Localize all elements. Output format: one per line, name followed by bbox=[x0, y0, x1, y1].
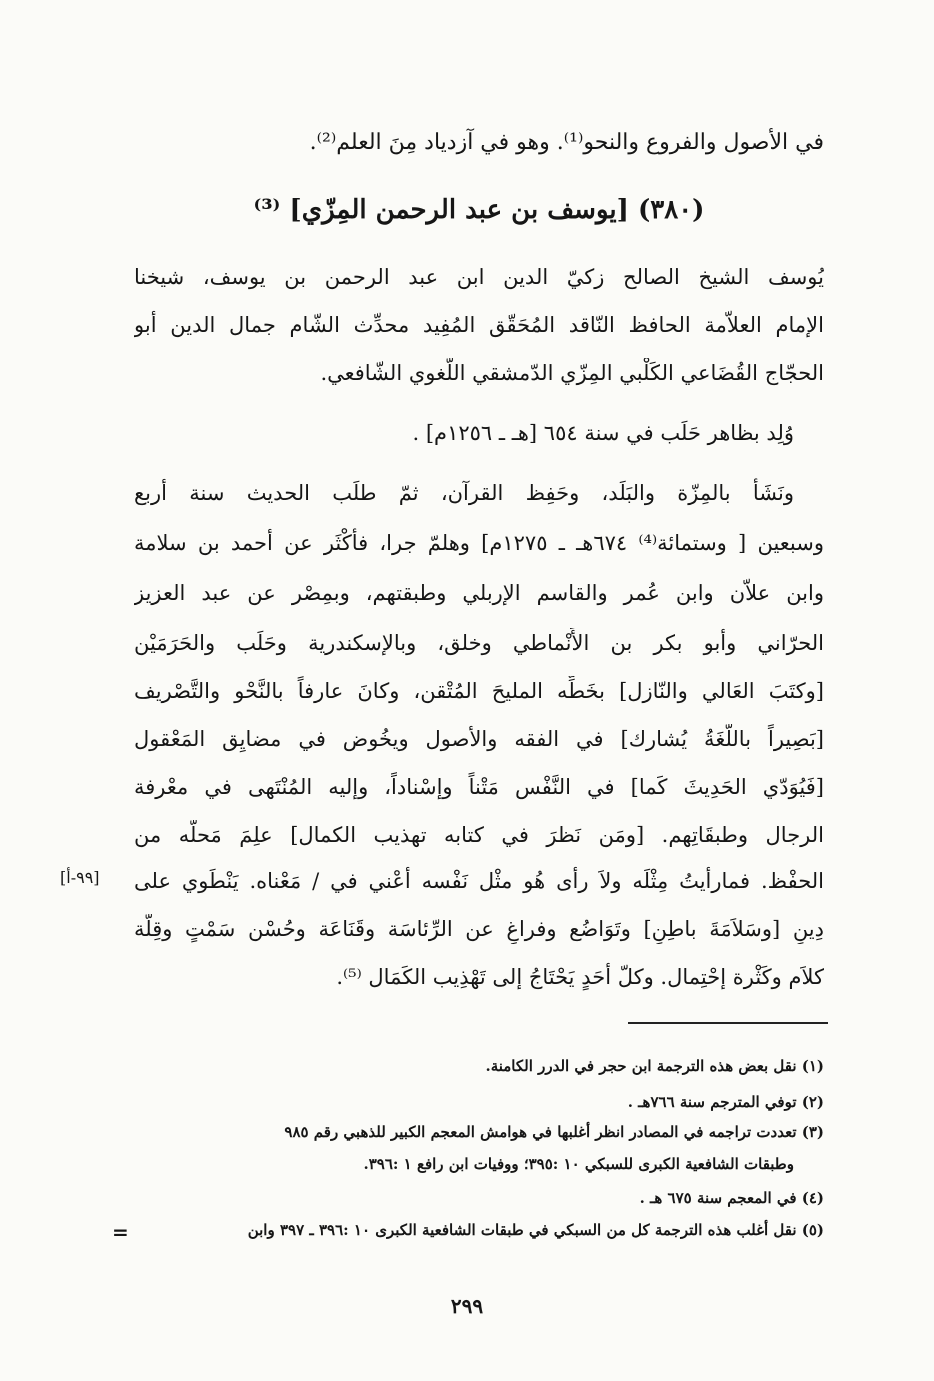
body-line: الحجّاج القُضَاعي الكَلْبي المِزّي الدّمشقي اللُّغوي الشّافعي. bbox=[320, 361, 824, 385]
footnote: (١) نقل بعض هذه الترجمة ابن حجر في الدرر الكامنة. bbox=[485, 1057, 824, 1075]
footnote-separator bbox=[628, 1022, 828, 1024]
body-line: ونَشَأ بالمِزّة والبَلَد، وحَفِظ القرآن، ثمّ طلَب الحديث سنة أربع bbox=[134, 481, 794, 505]
top-line: في الأصول والفروع والنحو⁽¹⁾. وهو في آزدياد مِنَ العلم⁽²⁾. bbox=[309, 130, 824, 155]
continuation-mark: = bbox=[112, 1220, 129, 1244]
footnote: وطبقات الشافعية الكبرى للسبكي ١٠ :٣٩٥؛ ووفيات ابن رافع ١ :٣٩٦. bbox=[363, 1155, 794, 1173]
body-line: الحفْظ. فمارأيتُ مِثْلَه ولاَ رأى هُو مثْل نَفْسه أعْني في / مَعْناه. يَنْطَوي على bbox=[134, 869, 824, 893]
body-line: [بَصِيراً باللُّغَةُ يُشارك] في الفقه والأصول ويخُوض في مضايِق المَعْقول bbox=[134, 727, 824, 751]
body-line: يُوسف الشيخ الصالح زكيّ الدين ابن عبد الرحمن بن يوسف، شيخنا bbox=[134, 265, 824, 289]
body-line: الحرّاني وأبو بكر بن الأَنْماطي وخلق، وبالإسكندرية وحَلَب والحَرَمَيْن bbox=[134, 631, 824, 655]
body-line: وابن علاّن وابن عُمر والقاسم الإربلي وطبقتهم، وبمِصْر عن عبد العزيز bbox=[134, 581, 824, 605]
footnote: (٣) تعددت تراجمه في المصادر انظر أغلبها في هوامش المعجم الكبير للذهبي رقم ٩٨٥ bbox=[284, 1123, 824, 1141]
body-line: دِينٍ [وسَلاَمَةَ باطِنٍ] وتَوَاضُع وفراغٍ عن الرِّئاسَة وقَنَاعَة وحُسْن سَمْتٍ وقِلّة bbox=[134, 917, 824, 941]
body-line: وُلِد بظاهر حَلَب في سنة ٦٥٤ [هـ ـ ١٢٥٦م] . bbox=[412, 421, 794, 445]
footnote: (٤) في المعجم سنة ٦٧٥ هـ . bbox=[639, 1189, 824, 1207]
entry-title: (٣٨٠) [يوسف بن عبد الرحمن المِزّي] ⁽³⁾ bbox=[253, 195, 705, 225]
body-line: وسبعين [ وستمائة⁽⁴⁾ ٦٧٤هـ ـ ١٢٧٥م] وهلمّ جرا، فأَكْثَر عن أحمد بن سلامة bbox=[134, 531, 824, 555]
body-line: الرجال وطبقَاتِهم. [ومَن نَظرَ في كتابه تهذيب الكمال] علِمَ مَحلَّه من bbox=[134, 823, 824, 847]
manuscript-folio-marker: [٩٩-أ] bbox=[60, 868, 100, 887]
body-line: الإمام العلاّمة الحافظ النّاقد المُحَقّق المُفِيد محدِّث الشّام جمال الدين أبو bbox=[134, 313, 824, 337]
footnote: (٥) نقل أغلب هذه الترجمة كل من السبكي في طبقات الشافعية الكبرى ١٠ :٣٩٦ ـ ٣٩٧ وابن bbox=[247, 1221, 824, 1239]
body-line: [وكتَبَ العَالي والنّازل] بخَطِّه المليحَ المُتْقن، وكانَ عارفاً بالنَّحْو والتَّصْريف bbox=[134, 679, 824, 703]
body-line: [فَيُوَدّي الحَدِيثَ كَما] في النَّفْس مَتْناً وإسْناداً، وإليه المُنْتَهى في معْرفة bbox=[134, 775, 824, 799]
body-line: كلاَم وكَثْرة إحْتِمال. وكلّ أحَدٍ يَحْتَاجُ إلى تَهْذِيب الكَمَال ⁽⁵⁾. bbox=[336, 965, 824, 989]
page-number: ٢٩٩ bbox=[450, 1294, 484, 1318]
footnote: (٢) توفي المترجم سنة ٧٦٦هـ . bbox=[627, 1093, 824, 1111]
